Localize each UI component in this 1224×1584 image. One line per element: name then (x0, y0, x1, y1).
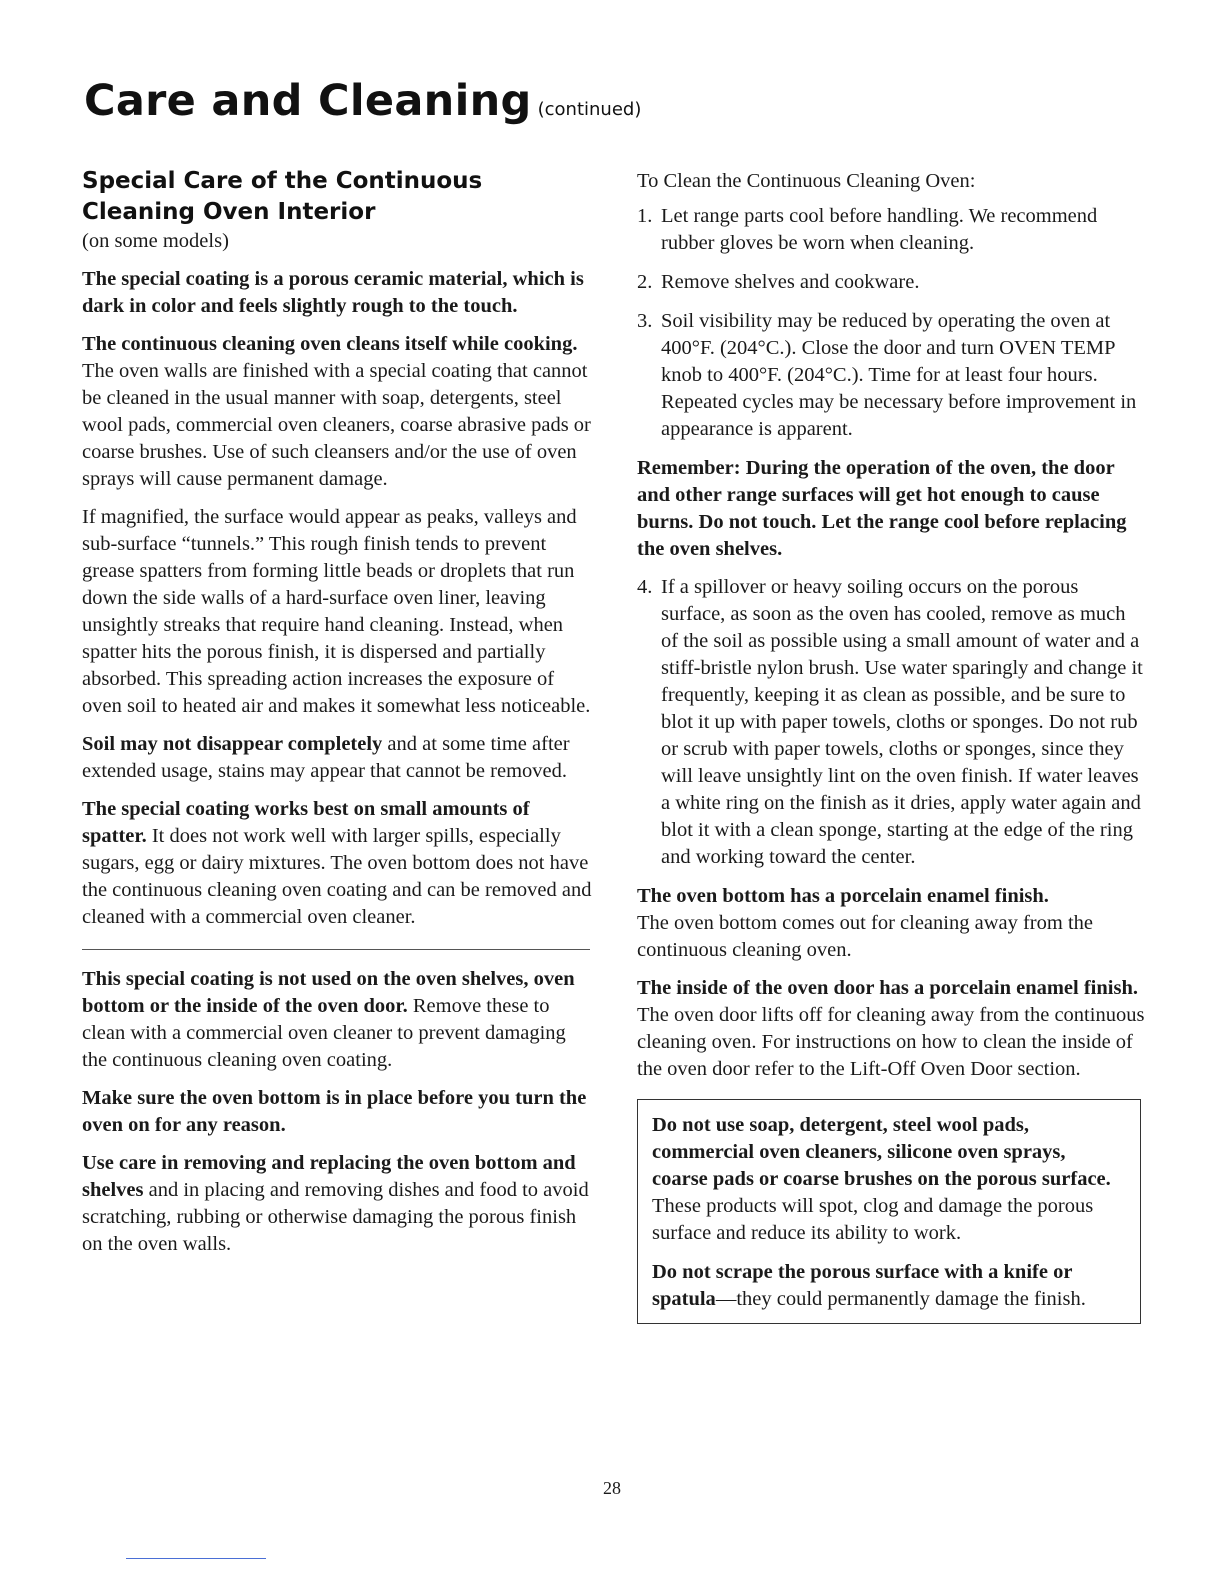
paragraph-soil (82, 731, 594, 785)
caution-products-text: These products will spot, clog and damage the porous surface and reduce its ability to work. (652, 1195, 1094, 1244)
paragraph-not-used-text: Remove these to clean with a commercial oven cleaner to prevent damaging the continuous cleaning oven coating. (82, 995, 566, 1071)
cleaning-steps (637, 203, 1145, 443)
paragraph-oven-bottom-text: The oven bottom comes out for cleaning away from the continuous cleaning oven. (637, 912, 1093, 961)
left-column (82, 166, 594, 1269)
cleaning-intro: To Clean the Continuous Cleaning Oven: (637, 170, 976, 192)
caution-box (637, 1099, 1141, 1324)
paragraph-not-used-bold: This special coating is not used on the oven shelves, oven bottom or the inside of the oven door. (82, 968, 575, 1017)
page-title-subtitle: (continued) (537, 99, 642, 120)
paragraph-use-care (82, 1150, 594, 1258)
list-item (637, 203, 1145, 257)
caution-scrape (652, 1259, 1126, 1313)
models-note: (on some models) (82, 230, 229, 252)
paragraph-oven-bottom (637, 883, 1145, 964)
list-item (637, 574, 1145, 871)
step-number: 4. (637, 576, 653, 598)
paragraph-oven-door-text: The oven door lifts off for cleaning away from the continuous cleaning oven. For instructions on how to clean the inside of the oven door refer to the Lift-Off Oven Door section. (637, 1004, 1145, 1080)
paragraph-spatter-bold: The special coating works best on small amounts of spatter. (82, 798, 530, 847)
right-column (637, 168, 1145, 1324)
cleaning-steps-continued (637, 574, 1145, 871)
remember-warning-text: Remember: During the operation of the oven, the door and other range surfaces will get hot enough to cause burns. Do not touch. Let the range cool before replacing the oven shelves. (637, 457, 1127, 560)
page-number: 28 (603, 1478, 621, 1498)
paragraph-spatter-text: It does not work well with larger spills, especially sugars, egg or dairy mixtures. The oven bottom does not have the continuous cleaning oven coating and can be removed and cleaned with a commercial oven cleaner. (82, 825, 592, 928)
paragraph-oven-door (637, 975, 1145, 1083)
paragraph-coating (82, 266, 594, 320)
paragraph-oven-bottom-bold: The oven bottom has a porcelain enamel finish. (637, 885, 1049, 907)
caution-scrape-bold: Do not scrape the porous surface with a knife or spatula (652, 1261, 1073, 1310)
paragraph-bottom-in-place (82, 1085, 594, 1139)
paragraph-self-clean-bold: The continuous cleaning oven cleans itself while cooking. (82, 333, 578, 355)
step-text: If a spillover or heavy soiling occurs on the porous surface, as soon as the oven has cooled, remove as much of the soil as possible using a small amount of water and a stiff-bristle nylon brush. Use water sparingly and change it frequently, keeping it as clean as possible, and be sure to blot it up with paper towels, cloths or sponges. Do not rub or scrub with paper towels, cloths or sponges, since they will leave unsightly lint on the oven finish. If water leaves a white ring on the finish as it dries, apply water again and blot it with a clean sponge, starting at the edge of the ring and working toward the center. (661, 576, 1143, 868)
step-number: 1. (637, 205, 653, 227)
section-heading-line1: Special Care of the Continuous (82, 168, 483, 194)
remember-warning (637, 455, 1145, 563)
caution-products-bold: Do not use soap, detergent, steel wool pads, commercial oven cleaners, silicone oven sprays, coarse pads or coarse brushes on the porous surface. (652, 1114, 1111, 1190)
list-item (637, 308, 1145, 443)
page-title (84, 76, 641, 126)
paragraph-self-clean-text: The oven walls are finished with a special coating that cannot be cleaned in the usual manner with soap, detergents, steel wool pads, commercial oven cleaners, coarse abrasive pads or coarse brushes. Use of such cleansers and/or the use of oven sprays will cause permanent damage. (82, 360, 591, 490)
page-title-text: Care and Cleaning (84, 76, 532, 126)
divider (82, 949, 590, 950)
section-heading (82, 166, 594, 228)
footer-line (126, 1558, 266, 1559)
paragraph-soil-bold: Soil may not disappear completely (82, 733, 383, 755)
step-number: 3. (637, 310, 653, 332)
paragraph-use-care-bold: Use care in removing and replacing the oven bottom and shelves (82, 1152, 576, 1201)
section-heading-line2: Cleaning Oven Interior (82, 199, 376, 225)
paragraph-soil-text: and at some time after extended usage, stains may appear that cannot be removed. (82, 733, 570, 782)
paragraph-self-clean (82, 331, 594, 493)
list-item (637, 269, 1145, 296)
caution-scrape-text: —they could permanently damage the finish. (715, 1288, 1086, 1310)
paragraph-coating-text: The special coating is a porous ceramic material, which is dark in color and feels slightly rough to the touch. (82, 268, 584, 317)
caution-products (652, 1112, 1126, 1247)
step-text: Remove shelves and cookware. (661, 271, 920, 293)
paragraph-oven-door-bold: The inside of the oven door has a porcelain enamel finish. (637, 977, 1138, 999)
step-text: Let range parts cool before handling. We recommend rubber gloves be worn when cleaning. (661, 205, 1098, 254)
paragraph-magnified: If magnified, the surface would appear as peaks, valleys and sub-surface “tunnels.” This rough finish tends to prevent grease spatters from forming little beads or droplets that run down the side walls of a hard-surface oven liner, leaving unsightly streaks that require hand cleaning. Instead, when spatter hits the porous finish, it is dispersed and partially absorbed. This spreading action increases the exposure of oven soil to heated air and makes it somewhat less noticeable. (82, 506, 591, 717)
step-number: 2. (637, 271, 653, 293)
step-text: Soil visibility may be reduced by operating the oven at 400°F. (204°C.). Close the door and turn OVEN TEMP knob to 400°F. (204°C.). Time for at least four hours. Repeated cycles may be necessary before improvement in appearance is apparent. (661, 310, 1137, 440)
paragraph-bottom-in-place-bold: Make sure the oven bottom is in place before you turn the oven on for any reason. (82, 1087, 587, 1136)
paragraph-spatter (82, 796, 594, 931)
paragraph-not-used (82, 966, 594, 1074)
paragraph-use-care-text: and in placing and removing dishes and food to avoid scratching, rubbing or otherwise damaging the porous finish on the oven walls. (82, 1179, 589, 1255)
